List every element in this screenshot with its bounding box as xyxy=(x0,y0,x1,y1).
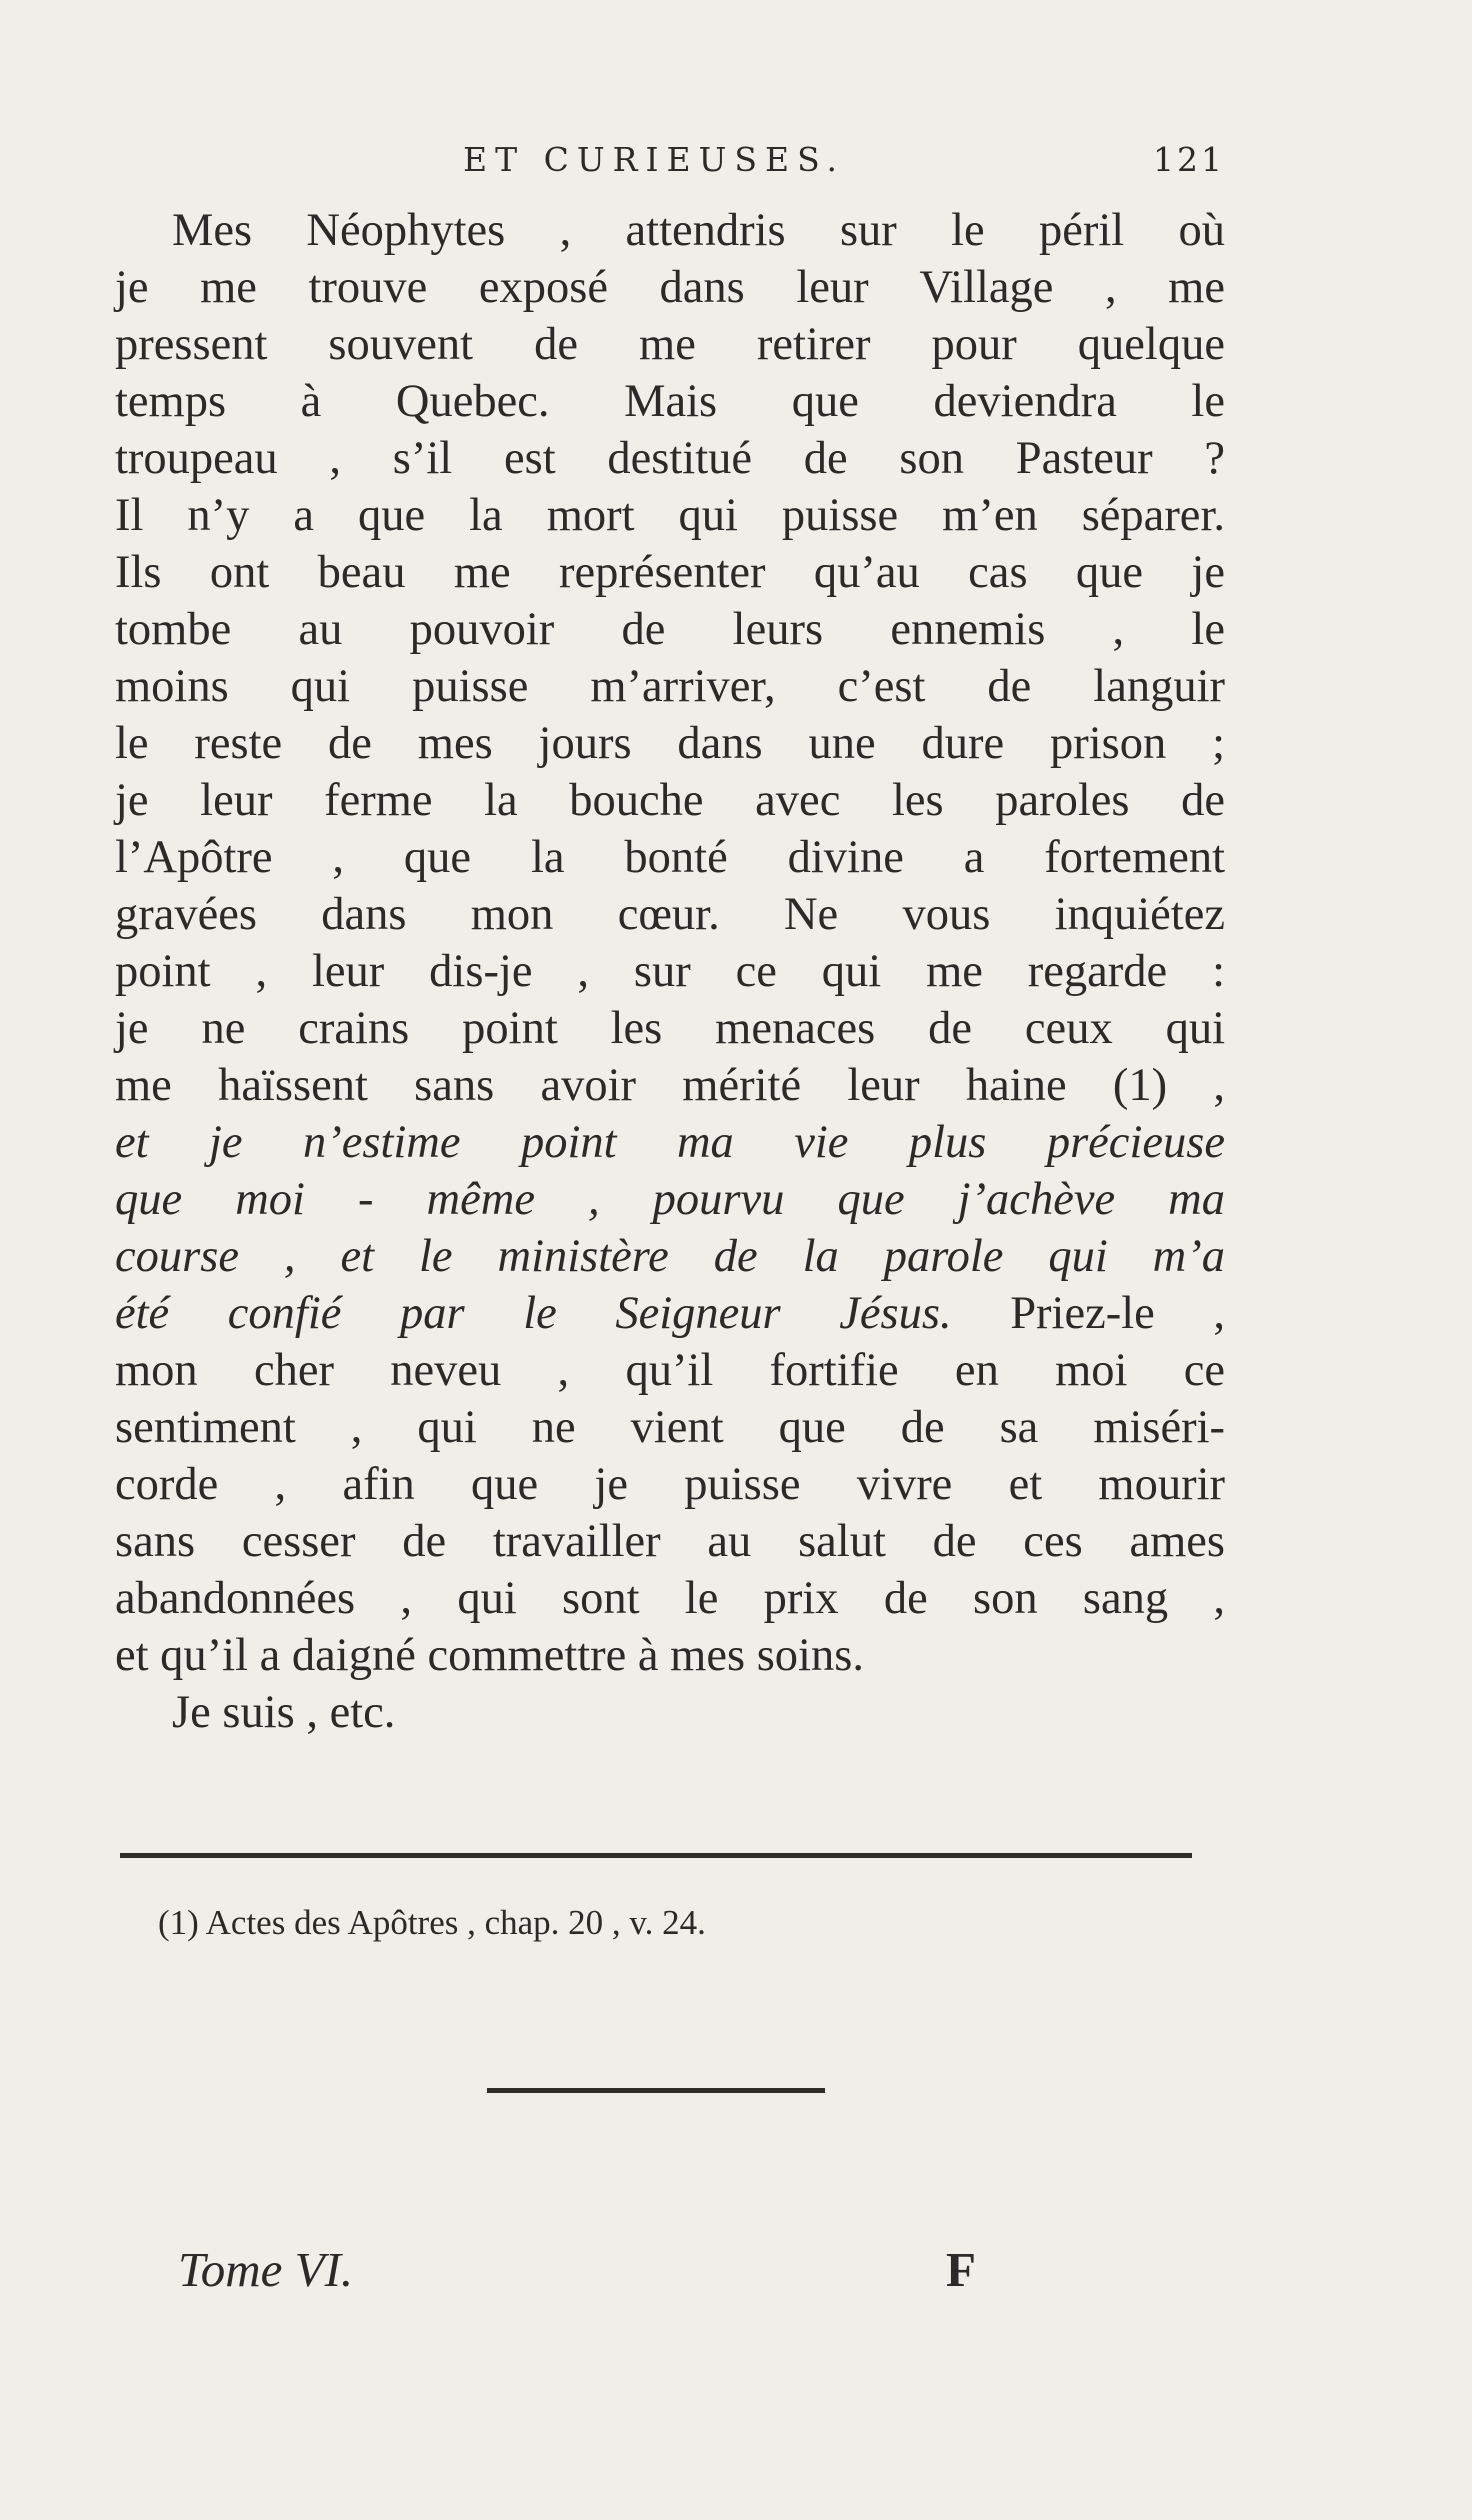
body-line-italic: course , et le ministère de la parole qui m’a xyxy=(115,1231,1225,1282)
running-title: ET CURIEUSES. xyxy=(463,140,846,179)
body-line: je leur ferme la bouche avec les paroles de xyxy=(115,775,1225,826)
body-line: gravées dans mon cœur. Ne vous inquiétez xyxy=(115,889,1225,940)
body-line: je ne crains point les menaces de ceux qui xyxy=(115,1003,1225,1054)
body-line: pressent souvent de me retirer pour quelque xyxy=(115,319,1225,370)
body-line: le reste de mes jours dans une dure prison ; xyxy=(115,718,1225,769)
body-line-italic: que moi - même , pourvu que j’achève ma xyxy=(115,1174,1225,1225)
body-line: me haïssent sans avoir mérité leur haine (1) , xyxy=(115,1060,1225,1111)
closing-line: Je suis , etc. xyxy=(172,1687,396,1738)
body-line: temps à Quebec. Mais que deviendra le xyxy=(115,376,1225,427)
running-head xyxy=(115,140,1225,188)
page-number: 121 xyxy=(1153,140,1225,179)
body-line: Ils ont beau me représenter qu’au cas que je xyxy=(115,547,1225,598)
volume-signature: Tome VI. xyxy=(178,2242,354,2297)
footnote-rule xyxy=(120,1853,1192,1858)
gathering-mark: F xyxy=(946,2242,976,2297)
body-line: corde , afin que je puisse vivre et mourir xyxy=(115,1459,1225,1510)
body-line: Il n’y a que la mort qui puisse m’en séparer. xyxy=(115,490,1225,541)
body-line: point , leur dis-je , sur ce qui me regarde : xyxy=(115,946,1225,997)
body-line: mon cher neveu , qu’il fortifie en moi ce xyxy=(115,1345,1225,1396)
body-line-mixed xyxy=(115,1285,1225,1343)
italic-quotation: été confié par le Seigneur Jésus. xyxy=(115,1288,952,1339)
body-line: sans cesser de travailler au salut de ces ames xyxy=(115,1516,1225,1567)
body-line: je me trouve exposé dans leur Village , me xyxy=(115,262,1225,313)
body-line: moins qui puisse m’arriver, c’est de languir xyxy=(115,661,1225,712)
body-line: et qu’il a daigné commettre à mes soins. xyxy=(115,1630,864,1681)
roman-text: Priez-le , xyxy=(951,1288,1225,1339)
ornamental-rule xyxy=(487,2088,825,2093)
body-line: abandonnées , qui sont le prix de son sang , xyxy=(115,1573,1225,1624)
body-line: l’Apôtre , que la bonté divine a fortement xyxy=(115,832,1225,883)
body-line-italic: et je n’estime point ma vie plus précieuse xyxy=(115,1117,1225,1168)
body-line: sentiment , qui ne vient que de sa miséri- xyxy=(115,1402,1225,1453)
body-line: troupeau , s’il est destitué de son Pasteur ? xyxy=(115,433,1225,484)
footnote: (1) Actes des Apôtres , chap. 20 , v. 24. xyxy=(158,1903,706,1942)
body-line: tombe au pouvoir de leurs ennemis , le xyxy=(115,604,1225,655)
body-line: Mes Néophytes , attendris sur le péril où xyxy=(172,205,1225,256)
